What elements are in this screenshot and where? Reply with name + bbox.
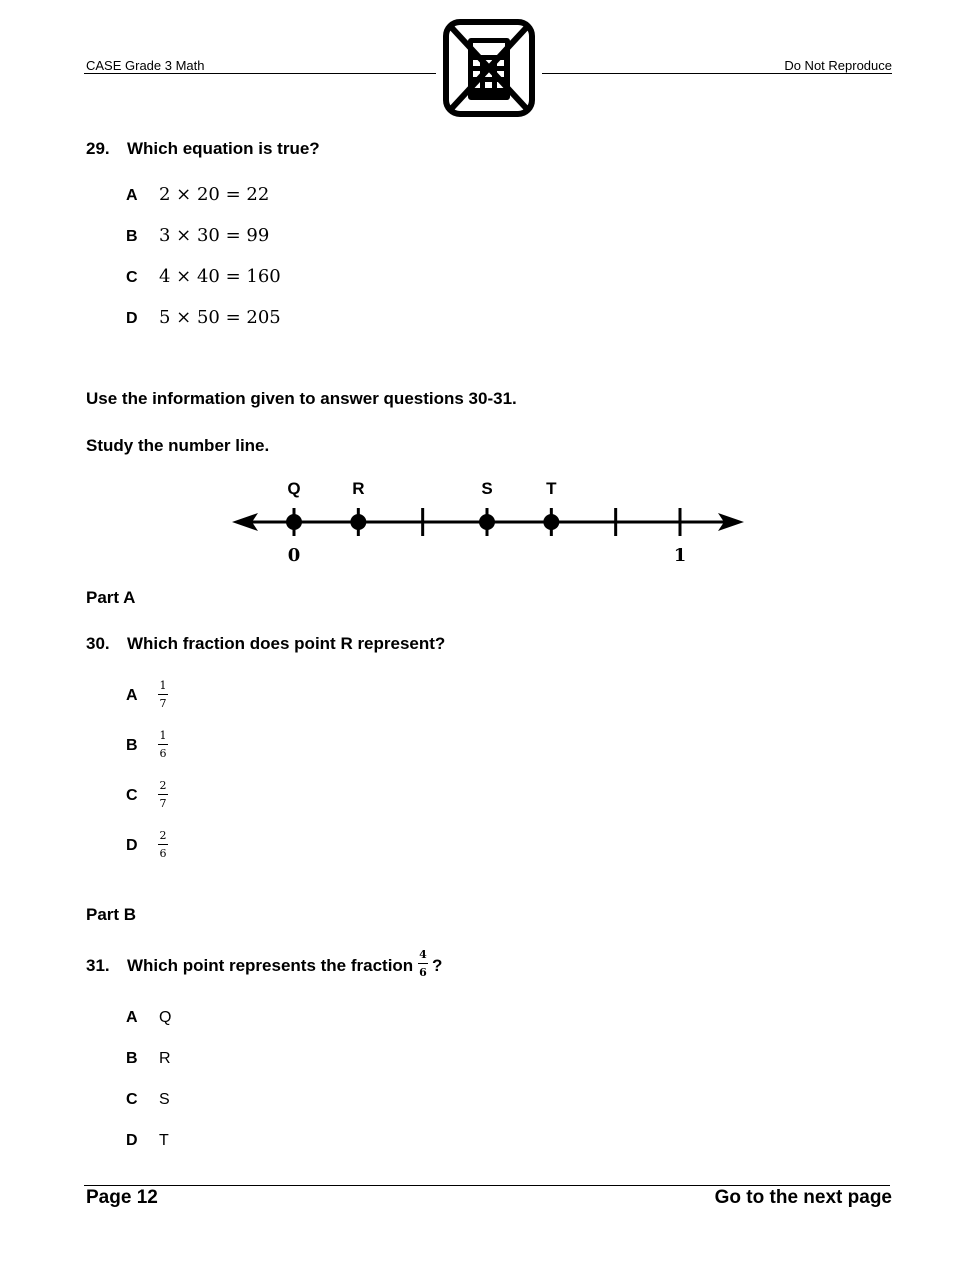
q29-number: 29. [86,139,110,158]
point-label-s: S [481,479,493,498]
info-study: Study the number line. [86,436,270,455]
q30-option-a-denominator: 7 [159,697,167,710]
q30-option-c[interactable] [157,780,169,809]
point-label-r: R [352,479,365,498]
point-r [350,514,366,530]
q31-fraction-numerator: 4 [419,948,427,961]
q30-option-letter-b: B [126,737,138,754]
q31-text: Which point represents the fraction [127,956,414,975]
q29-text: Which equation is true? [127,139,320,158]
q31-option-b[interactable]: R [159,1050,171,1067]
q30-option-letter-a: A [126,687,138,704]
q30-option-d-denominator: 6 [159,847,167,860]
page-number: Page 12 [86,1187,158,1208]
next-page-label: Go to the next page [714,1187,892,1208]
q30-option-d-numerator: 2 [159,829,167,842]
q31-fraction [417,949,429,978]
q31-fraction-denominator: 6 [419,966,427,979]
point-label-q: Q [287,479,301,498]
q30-text: Which fraction does point R represent? [127,634,446,653]
q30-option-c-numerator: 2 [159,779,167,792]
q30-option-b-numerator: 1 [159,729,167,742]
q30-option-letter-d: D [126,837,138,854]
q29-option-letter-b: B [126,228,138,245]
header-right: Do Not Reproduce [784,58,892,73]
q31-option-letter-c: C [126,1091,138,1108]
q29-option-b[interactable]: 3 × 30 = 99 [159,225,270,246]
no-calculator-icon [442,18,536,118]
header-left: CASE Grade 3 Math [86,58,205,73]
info-instruction: Use the information given to answer questions 30-31. [86,389,517,408]
q31-option-letter-a: A [126,1009,138,1026]
point-t [543,514,559,530]
q31-option-letter-b: B [126,1050,138,1067]
part-b-label: Part B [86,905,137,924]
q30-number: 30. [86,634,110,653]
q30-option-letter-c: C [126,787,138,804]
q29-option-d[interactable]: 5 × 50 = 205 [159,307,281,328]
point-q [286,514,302,530]
q31-option-d[interactable]: T [159,1132,169,1149]
number-label-1: 1 [673,545,687,566]
q29-option-letter-c: C [126,269,138,286]
q30-option-b[interactable] [157,730,169,759]
q30-option-a-numerator: 1 [159,679,167,692]
point-label-t: T [546,479,557,498]
number-label-0: 0 [287,545,301,566]
footer-rule [84,1185,890,1186]
q29-option-c[interactable]: 4 × 40 = 160 [159,266,281,287]
q31-number: 31. [86,956,110,975]
header-rule-right [542,73,892,74]
q30-option-a[interactable] [157,680,169,709]
part-a-label: Part A [86,588,136,607]
q31-option-c[interactable]: S [159,1091,170,1108]
q30-option-d[interactable] [157,830,169,859]
q29-option-letter-a: A [126,187,138,204]
q31-question-mark: ? [432,956,443,975]
q30-option-b-denominator: 6 [159,747,167,760]
number-line [230,474,750,570]
q31-option-letter-d: D [126,1132,138,1149]
point-s [479,514,495,530]
q31-option-a[interactable]: Q [159,1009,172,1026]
q29-option-letter-d: D [126,310,138,327]
header-rule-left [84,73,436,74]
q29-option-a[interactable]: 2 × 20 = 22 [159,184,270,205]
q30-option-c-denominator: 7 [159,797,167,810]
